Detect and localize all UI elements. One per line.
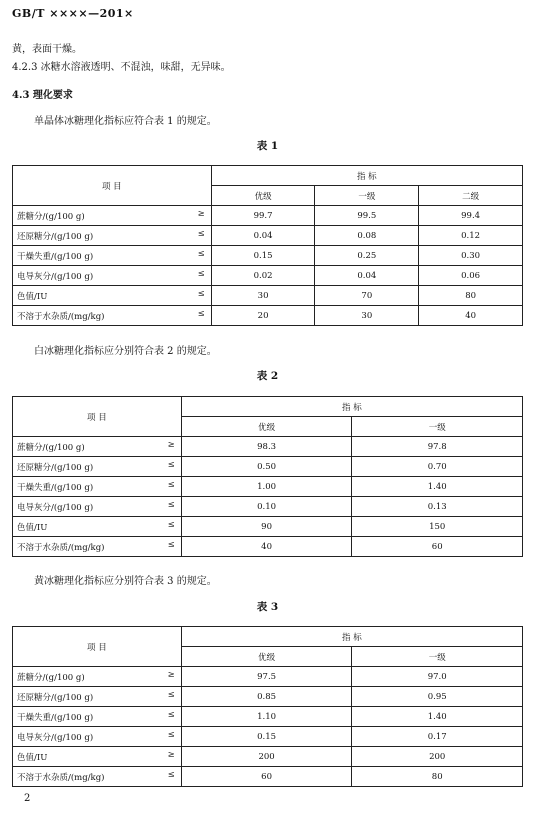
- grade-header: 一级: [315, 186, 419, 206]
- intro-table-3: 黄冰糖理化指标应分别符合表 3 的规定。: [34, 576, 217, 587]
- value-cell: 0.08: [315, 226, 419, 246]
- item-label: 不溶于水杂质/(mg/kg): [17, 542, 105, 553]
- comparison-symbol: ≤: [197, 289, 205, 299]
- value-cell: 30: [211, 286, 315, 306]
- value-cell: 1.40: [352, 477, 523, 497]
- value-cell: 0.10: [181, 497, 352, 517]
- value-cell: 80: [419, 286, 523, 306]
- item-label: 电导灰分/(g/100 g): [17, 732, 94, 743]
- item-label: 不溶于水杂质/(mg/kg): [17, 311, 105, 322]
- continuation-line: 黄，表面干燥。: [12, 44, 82, 55]
- comparison-symbol: ≥: [167, 750, 175, 760]
- comparison-symbol: ≤: [197, 229, 205, 239]
- item-cell: [13, 266, 212, 286]
- value-cell: 1.00: [181, 477, 352, 497]
- value-cell: 0.13: [352, 497, 523, 517]
- value-cell: 0.95: [352, 687, 523, 707]
- grade-header: 优级: [181, 647, 352, 667]
- value-cell: 40: [419, 306, 523, 326]
- table-2: [12, 396, 523, 557]
- comparison-symbol: ≤: [167, 480, 175, 490]
- item-label: 干燥失重/(g/100 g): [17, 251, 94, 262]
- comparison-symbol: ≤: [197, 309, 205, 319]
- item-cell: [13, 497, 182, 517]
- value-cell: 20: [211, 306, 315, 326]
- value-cell: 60: [352, 537, 523, 557]
- value-cell: 30: [315, 306, 419, 326]
- table-row: [13, 707, 523, 727]
- grade-header: 一级: [352, 417, 523, 437]
- table-row: [13, 437, 523, 457]
- item-label: 干燥失重/(g/100 g): [17, 482, 94, 493]
- comparison-symbol: ≤: [197, 269, 205, 279]
- item-cell: [13, 306, 212, 326]
- value-cell: 98.3: [181, 437, 352, 457]
- item-label: 蔗糖分/(g/100 g): [17, 211, 85, 222]
- item-label: 色值/IU: [17, 291, 48, 302]
- comparison-symbol: ≤: [167, 770, 175, 780]
- item-label: 色值/IU: [17, 752, 48, 763]
- value-cell: 0.04: [211, 226, 315, 246]
- comparison-symbol: ≤: [167, 520, 175, 530]
- item-label: 还原糖分/(g/100 g): [17, 692, 94, 703]
- item-cell: [13, 457, 182, 477]
- item-cell: [13, 727, 182, 747]
- comparison-symbol: ≤: [197, 249, 205, 259]
- item-label: 蔗糖分/(g/100 g): [17, 672, 85, 683]
- table-2-caption: 表 2: [256, 370, 279, 382]
- grade-header: 一级: [352, 647, 523, 667]
- value-cell: 150: [352, 517, 523, 537]
- table-row: [13, 206, 523, 226]
- document-header: GB/T ××××—201×: [12, 7, 134, 20]
- item-label: 还原糖分/(g/100 g): [17, 231, 94, 242]
- item-cell: [13, 206, 212, 226]
- item-header: 项 目: [13, 397, 182, 437]
- table-row: [13, 747, 523, 767]
- table-row: [13, 246, 523, 266]
- intro-table-2: 白冰糖理化指标应分别符合表 2 的规定。: [34, 346, 217, 357]
- value-cell: 40: [181, 537, 352, 557]
- item-cell: [13, 246, 212, 266]
- value-cell: 80: [352, 767, 523, 787]
- intro-table-1: 单晶体冰糖理化指标应符合表 1 的规定。: [34, 116, 217, 127]
- value-cell: 97.0: [352, 667, 523, 687]
- value-cell: 0.85: [181, 687, 352, 707]
- table-row: [13, 767, 523, 787]
- value-cell: 0.04: [315, 266, 419, 286]
- section-heading: 4.3 理化要求: [12, 90, 73, 101]
- comparison-symbol: ≤: [167, 460, 175, 470]
- value-cell: 0.15: [181, 727, 352, 747]
- comparison-symbol: ≤: [167, 540, 175, 550]
- value-cell: 70: [315, 286, 419, 306]
- value-cell: 0.02: [211, 266, 315, 286]
- value-cell: 0.25: [315, 246, 419, 266]
- value-cell: 60: [181, 767, 352, 787]
- value-cell: 0.12: [419, 226, 523, 246]
- grade-header: 优级: [181, 417, 352, 437]
- item-label: 电导灰分/(g/100 g): [17, 271, 94, 282]
- item-label: 电导灰分/(g/100 g): [17, 502, 94, 513]
- comparison-symbol: ≥: [167, 440, 175, 450]
- item-cell: [13, 226, 212, 246]
- table-row: [13, 226, 523, 246]
- value-cell: 0.50: [181, 457, 352, 477]
- value-cell: 0.30: [419, 246, 523, 266]
- table-3-caption: 表 3: [256, 601, 279, 613]
- comparison-symbol: ≥: [167, 670, 175, 680]
- value-cell: 99.7: [211, 206, 315, 226]
- index-header: 指 标: [181, 397, 522, 417]
- index-header: 指 标: [181, 627, 522, 647]
- comparison-symbol: ≤: [167, 710, 175, 720]
- item-label: 色值/IU: [17, 522, 48, 533]
- table-row: [13, 306, 523, 326]
- item-cell: [13, 537, 182, 557]
- table-row: [13, 727, 523, 747]
- value-cell: 99.4: [419, 206, 523, 226]
- comparison-symbol: ≤: [167, 730, 175, 740]
- value-cell: 0.15: [211, 246, 315, 266]
- item-cell: [13, 286, 212, 306]
- table-1: [12, 165, 523, 326]
- value-cell: 97.5: [181, 667, 352, 687]
- table-row: [13, 266, 523, 286]
- item-cell: [13, 477, 182, 497]
- table-row: [13, 457, 523, 477]
- comparison-symbol: ≥: [197, 209, 205, 219]
- page-number: 2: [24, 793, 31, 804]
- comparison-symbol: ≤: [167, 500, 175, 510]
- item-cell: [13, 767, 182, 787]
- item-header: 项 目: [13, 166, 212, 206]
- value-cell: 1.40: [352, 707, 523, 727]
- value-cell: 97.8: [352, 437, 523, 457]
- item-label: 还原糖分/(g/100 g): [17, 462, 94, 473]
- comparison-symbol: ≤: [167, 690, 175, 700]
- table-row: [13, 537, 523, 557]
- value-cell: 200: [181, 747, 352, 767]
- value-cell: 99.5: [315, 206, 419, 226]
- index-header: 指 标: [211, 166, 522, 186]
- value-cell: 0.17: [352, 727, 523, 747]
- item-label: 干燥失重/(g/100 g): [17, 712, 94, 723]
- item-label: 不溶于水杂质/(mg/kg): [17, 772, 105, 783]
- table-3: [12, 626, 523, 787]
- item-cell: [13, 747, 182, 767]
- value-cell: 200: [352, 747, 523, 767]
- grade-header: 二级: [419, 186, 523, 206]
- clause-4-2-3: 4.2.3 冰糖水溶液透明、不混浊，味甜，无异味。: [12, 62, 231, 73]
- table-1-caption: 表 1: [256, 140, 279, 152]
- value-cell: 0.06: [419, 266, 523, 286]
- table-row: [13, 517, 523, 537]
- value-cell: 1.10: [181, 707, 352, 727]
- table-row: [13, 497, 523, 517]
- item-label: 蔗糖分/(g/100 g): [17, 442, 85, 453]
- table-row: [13, 667, 523, 687]
- table-row: [13, 477, 523, 497]
- value-cell: 0.70: [352, 457, 523, 477]
- item-cell: [13, 667, 182, 687]
- table-row: [13, 286, 523, 306]
- item-cell: [13, 687, 182, 707]
- item-cell: [13, 517, 182, 537]
- value-cell: 90: [181, 517, 352, 537]
- item-header: 项 目: [13, 627, 182, 667]
- grade-header: 优级: [211, 186, 315, 206]
- item-cell: [13, 437, 182, 457]
- table-row: [13, 687, 523, 707]
- item-cell: [13, 707, 182, 727]
